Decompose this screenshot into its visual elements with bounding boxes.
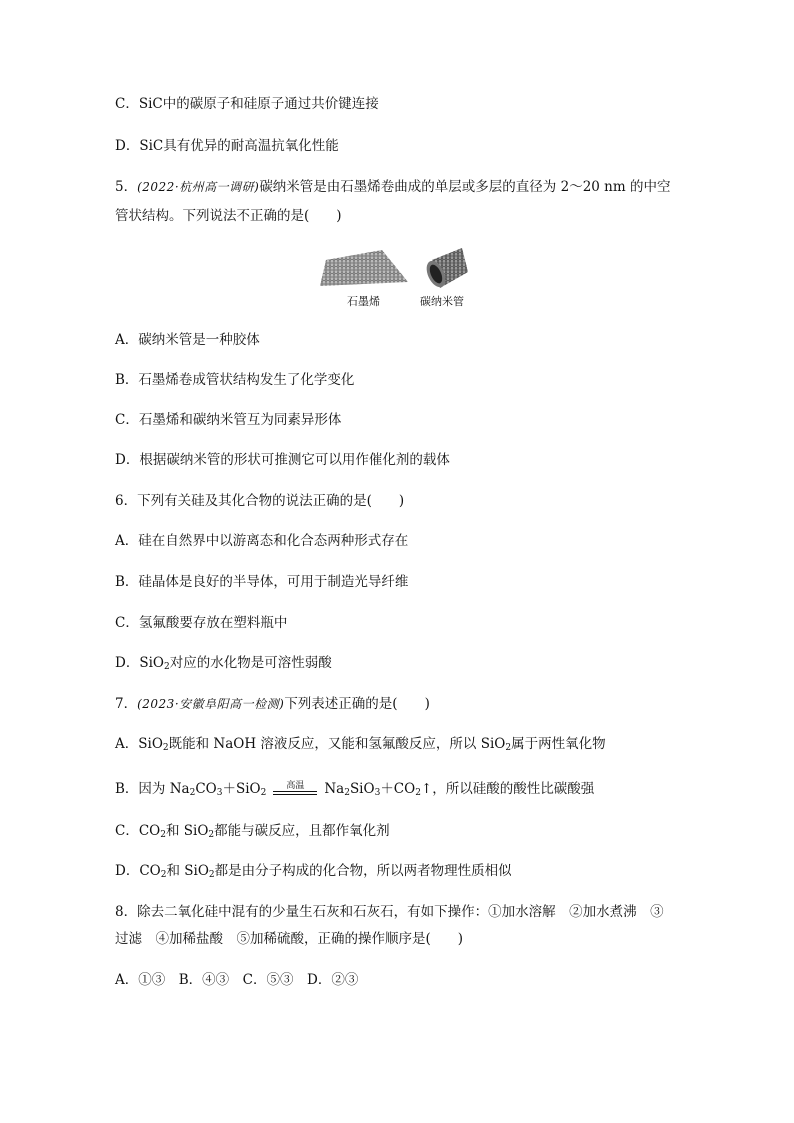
q7-source: (2023·安徽阜阳高一检测): [137, 697, 285, 711]
subscript: 2: [208, 870, 215, 880]
q5-stem-text: 碳纳米管是由石墨烯卷曲成的单层或多层的直径为 2～20 nm 的中空: [259, 179, 671, 195]
text: CO: [195, 781, 217, 797]
text: 都能与碳反应，且都作氧化剂: [214, 823, 390, 839]
q7-stem: [115, 694, 430, 714]
q5-stem-line1: [115, 177, 670, 197]
carbon-nanotube-image: [423, 248, 468, 290]
text: ＋SiO: [222, 781, 261, 797]
q5-option-a: A．碳纳米管是一种胶体: [115, 332, 260, 348]
text: ＋CO: [380, 781, 416, 797]
subscript: 2: [415, 788, 421, 798]
text: SiO: [349, 781, 375, 797]
q7-number: 7．: [115, 696, 138, 712]
graphene-sheet-image: [320, 250, 408, 286]
q6-option-c: C．氢氟酸要存放在塑料瓶中: [115, 615, 288, 631]
text: Na: [324, 781, 345, 797]
subscript: 3: [216, 788, 223, 798]
q6-option-b: B．硅晶体是良好的半导体，可用于制造光导纤维: [115, 574, 409, 590]
subscript: 2: [163, 662, 170, 672]
subscript: 2: [344, 788, 350, 798]
text: 对应的水化物是可溶性弱酸: [169, 655, 332, 671]
text: 和 SiO: [166, 863, 209, 879]
text: B．因为 Na: [115, 781, 190, 797]
subscript: 2: [260, 788, 267, 798]
subscript: 2: [189, 788, 196, 798]
q7-option-a: [115, 734, 606, 758]
subscript: 3: [374, 788, 381, 798]
q4-option-d: D．SiC具有优异的耐高温抗氧化性能: [115, 138, 339, 154]
q8-stem-line1: 8．除去二氧化硅中混有的少量生石灰和石灰石，有如下操作：①加水溶解 ②加水煮沸 ③: [115, 904, 664, 920]
subscript: 2: [160, 830, 166, 840]
text: A．SiO: [115, 736, 163, 752]
q7-option-d: [115, 861, 512, 885]
text: 既能和 NaOH 溶液反应，又能和氢氟酸反应，所以 SiO: [168, 736, 506, 752]
reaction-condition: 高温: [286, 780, 305, 791]
q6-option-a: A．硅在自然界中以游离态和化合态两种形式存在: [115, 533, 409, 549]
text: 属于两性氧化物: [511, 736, 606, 752]
reaction-arrow: [271, 780, 319, 800]
q7-option-c: [115, 821, 390, 845]
q4-option-c: C．SiC中的碳原子和硅原子通过共价键连接: [115, 96, 379, 112]
text: ↑，所以硅酸的酸性比碳酸强: [420, 781, 595, 797]
text: 都是由分子构成的化合物，所以两者物理性质相似: [214, 863, 512, 879]
q5-source: (2022·杭州高一调研): [137, 180, 260, 194]
q5-option-d: D．根据碳纳米管的形状可推测它可以用作催化剂的载体: [115, 452, 450, 468]
q8-options: A．①③ B．④③ C．⑤③ D．②③: [115, 972, 359, 988]
q5-number: 5．: [115, 179, 138, 195]
q6-stem: 6．下列有关硅及其化合物的说法正确的是( ): [115, 493, 405, 509]
graphene-label: 石墨烯: [347, 295, 380, 308]
q5-stem-line2: 管状结构。下列说法不正确的是( ): [115, 208, 342, 224]
q5-option-c: C．石墨烯和碳纳米管互为同素异形体: [115, 412, 342, 428]
text: C．CO: [115, 823, 161, 839]
subscript: 2: [160, 870, 167, 880]
subscript: 2: [162, 743, 169, 753]
q7-option-b: [115, 779, 594, 803]
subscript: 2: [505, 743, 512, 753]
formula: D．SiO: [115, 655, 164, 671]
q7-stem-text: 下列表述正确的是( ): [284, 696, 430, 712]
nanotube-label: 碳纳米管: [420, 295, 464, 308]
q8-stem-line2: 过滤 ④加稀盐酸 ⑤加稀硫酸，正确的操作顺序是( ): [115, 931, 464, 947]
text: 和 SiO: [165, 823, 209, 839]
q5-option-b: B．石墨烯卷成管状结构发生了化学变化: [115, 372, 355, 388]
subscript: 2: [208, 830, 215, 840]
q6-option-d: [115, 653, 332, 677]
text: D．CO: [115, 863, 161, 879]
